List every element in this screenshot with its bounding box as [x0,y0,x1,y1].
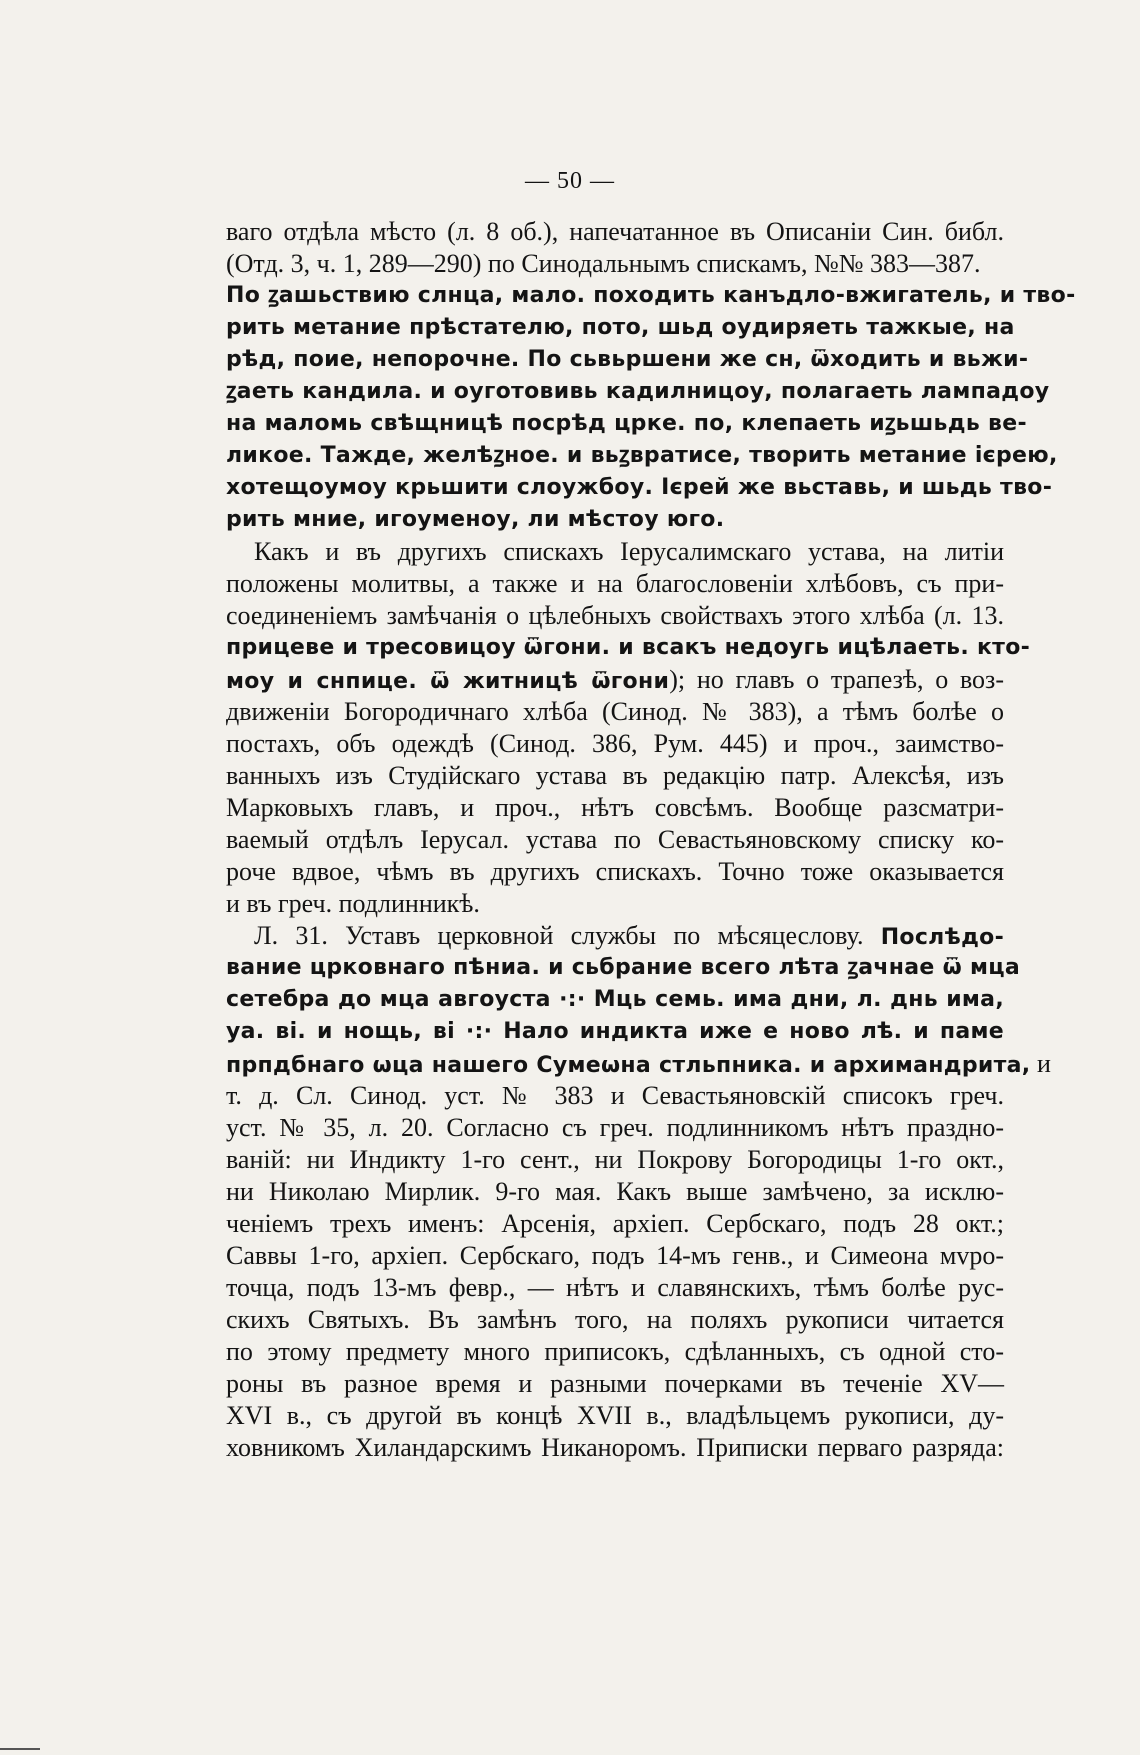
slavonic-fragment: моу и снпице. ѿ житницѣ ѿгони [226,669,670,694]
text-line [226,1464,1004,1496]
text-line: ваго отдѣла мѣсто (л. 8 об.), напечатанное въ Описаніи Син. библ. [226,217,1004,246]
slavonic-line: вание црковнаго пѣниа. и сьбрание всего лѣта ꙁачнае ѿ мца [226,955,1021,980]
text-line: ваемый отдѣлъ Іерусал. устава по Севастьяновскому списку ко- [226,825,1004,854]
text-line: и въ греч. подлинникѣ. [226,889,480,918]
text-line: Саввы 1-го, архіеп. Сербскаго, подъ 14-мъ генв., и Симеона мvро- [226,1241,1004,1270]
slavonic-line: рить метание прѣстателю, пото, шьд оудиряеть тажкые, на [226,315,1015,340]
text-line: роны въ разное время и разными почерками въ теченіе XV— [226,1369,1004,1398]
text-line: Какъ и въ другихъ спискахъ Іерусалимскаго устава, на литіи [254,537,1004,566]
slavonic-line: рѣд, поие, непорочне. По сьвьршени же сн, ѿходить и вьжи- [226,347,1029,372]
text-line: (Отд. 3, ч. 1, 289—290) по Синодальнымъ спискамъ, №№ 383—387. [226,249,981,278]
slavonic-line: ꙁаеть кандила. и оуготовивь кадилницоу, полагаеть лампадоу [226,379,1050,404]
text-line: положены молитвы, а также и на благословеніи хлѣбовъ, съ при- [226,569,1004,598]
text-line: по этому предмету много приписокъ, сдѣланныхъ, съ одной сто- [226,1337,1004,1366]
mixed-line [226,1048,1051,1080]
slavonic-fragment: прпдбнаго ѡца нашего Сумеѡна стльпника. и архимандрита, [226,1053,1031,1078]
text-line: соединеніемъ замѣчанія о цѣлебныхъ свойствахъ этого хлѣба (л. 13. [226,601,1004,630]
slavonic-line: хотещоумоу крьшити слоужбоу. Ієрей же вьставь, и шьдь тво- [226,475,1053,500]
text-line: уст. № 35, л. 20. Согласно съ греч. подлинникомъ нѣтъ праздно- [226,1113,1004,1142]
slavonic-line: рить мние, игоуменоу, ли мѣстоу юго. [226,507,725,532]
slavonic-line: ликое. Тажде, желѣꙁное. и вьꙁвратисе, творить метание ієрею, [226,443,1058,468]
text-line: Марковыхъ главъ, и проч., нѣтъ совсѣмъ. Вообще разсматри- [226,793,1004,822]
text-line: ваній: ни Индикту 1-го сент., ни Покрову Богородицы 1-го окт., [226,1145,1004,1174]
mixed-line [226,664,1004,696]
text-fragment: и [1036,1049,1051,1078]
slavonic-line: прицеве и тресовицоу ѿгони. и всакъ недоугь ицѣлаеть. кто- [226,635,1031,660]
text-line: постахъ, объ одеждѣ (Синод. 386, Рум. 445) и проч., заимство- [226,729,1004,758]
text-line: точца, подъ 13-мъ февр., — нѣтъ и славянскихъ, тѣмъ болѣе рус- [226,1273,1004,1302]
text-line: ховникомъ Хиландарскимъ Никаноромъ. Приписки перваго разряда: [226,1433,1004,1462]
slavonic-line: на маломь свѣщницѣ посрѣд црке. по, клепаеть иꙁьшьдь ве- [226,411,1027,436]
slavonic-line: сетебра до мца авгоуста ·:· Мць семь. има дни, л. днь има, [226,987,1004,1012]
text-line: XVI в., съ другой въ концѣ XVII в., владѣльцемъ рукописи, ду- [226,1401,1004,1430]
text-line: роче вдвое, чѣмъ въ другихъ спискахъ. Точно тоже оказывается [226,857,1004,886]
text-line: т. д. Сл. Синод. уст. № 383 и Севастьяновскій списокъ греч. [226,1081,1004,1110]
text-fragment: ); но главъ о трапезѣ, о воз- [669,665,1004,694]
text-line: скихъ Святыхъ. Въ замѣнъ того, на поляхъ рукописи читается [226,1305,1004,1334]
text-line: движеніи Богородичнаго хлѣба (Синод. № 383), а тѣмъ болѣе о [226,697,1004,726]
text-fragment: Л. 31. Уставъ церковной службы по мѣсяцеслову. [254,921,864,950]
text-line: ванныхъ изъ Студійскаго устава въ редакцію патр. Алексѣя, изъ [226,761,1004,790]
page-number: — 50 — [525,168,615,194]
page-edge-rule [0,1748,40,1750]
slavonic-line: По ꙁашьствию слнца, мало. походить канъдло-вжигатель, и тво- [226,283,1076,308]
mixed-line [226,920,1004,952]
text-line: ченіемъ трехъ именъ: Арсенія, архіеп. Сербскаго, подъ 28 окт.; [226,1209,1004,1238]
slavonic-fragment: Послѣдо- [880,925,1005,950]
text-line: ни Николаю Мирлик. 9-го мая. Какъ выше замѣчено, за исклю- [226,1177,1004,1206]
body-text [226,216,1076,1496]
slavonic-line: уа. ві. и нощь, ві ·:· Нало индикта иже е ново лѣ. и паме [226,1019,1004,1044]
